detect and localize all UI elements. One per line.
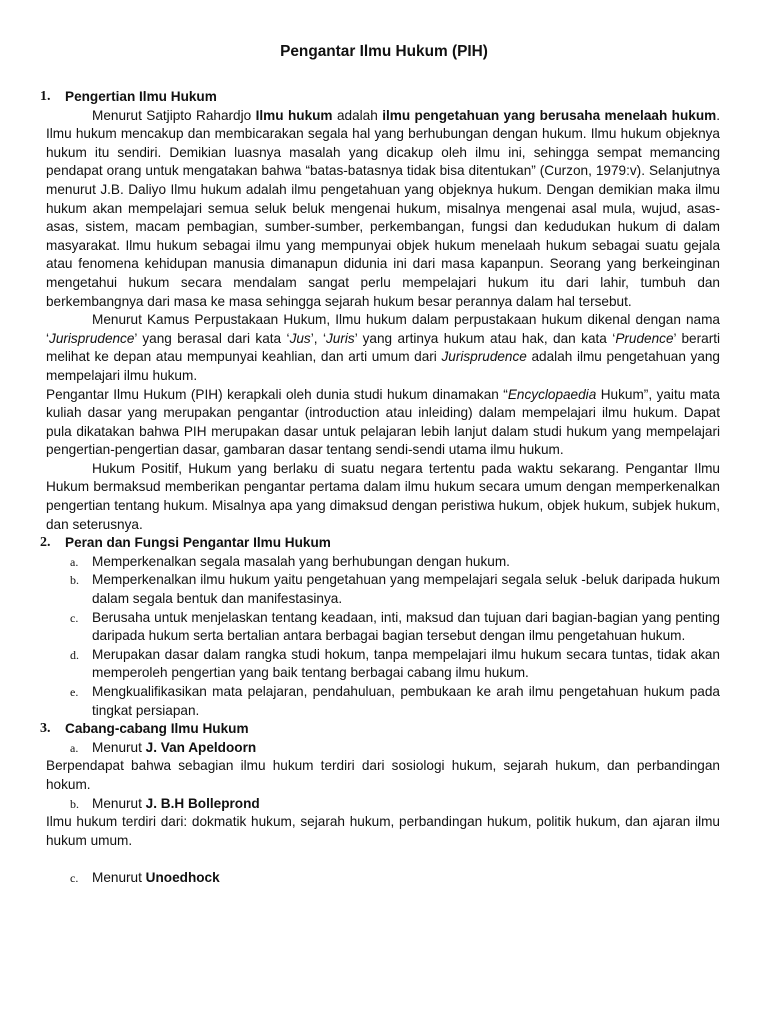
subsection-a-text: Berpendapat bahwa sebagian ilmu hukum terdiri dari sosiologi hukum, sejarah hukum, dan perbandingan hokum. bbox=[46, 758, 720, 792]
section-2-heading bbox=[40, 534, 720, 553]
list-item: a. Memperkenalkan segala masalah yang berhubungan dengan hukum. bbox=[70, 553, 510, 569]
subsection-b-heading: b. Menurut J. B.H Bolleprond bbox=[70, 795, 260, 811]
section-2-list bbox=[46, 553, 720, 720]
section-1-paragraph-1: Menurut Satjipto Rahardjo Ilmu hukum adalah ilmu pengetahuan yang berusaha menelaah hukum. Ilmu hukum mencakup dan membicarakan segala hal yang berhubungan dengan hukum. Ilmu hukum objeknya hukum itu sendiri. Demikian luasnya masalah yang dicakup oleh ilmu ini, sehingga sempat memancing pendapat orang untuk mengatakan bahwa “batas-batasnya tidak bisa ditentukan” (Curzon, 1979:v). Selanjutnya menurut J.B. Daliyo Ilmu hukum adalah ilmu pengetahuan yang objeknya hukum. Dengan demikian maka ilmu hukum akan mempelajari semua seluk beluk mengenai hukum, misalnya mengenai asal mula, wujud, asas-asas, sistem, macam pembagian, sumber-sumber, perkembangan, fungsi dan kedudukan hukum di dalam masyarakat. Ilmu hukum sebagai ilmu yang mempunyai objek hukum menelaah hukum sebagai suatu gejala atau fenomena kehidupan manusia dimanapun didunia ini dari masa kapanpun. Seorang yang berkeinginan mengetahui hukum secara mendalam sangat perlu mempelajari hukum itu dari lahir, tumbuh dan berkembangnya dari masa ke masa sehingga sejarah hukum besar perannya dalam hal tersebut. bbox=[46, 107, 720, 309]
section-3-number: 3. bbox=[40, 721, 51, 737]
section-1-paragraph-3: Pengantar Ilmu Hukum (PIH) kerapkali oleh dunia studi hukum dinamakan “Encyclopaedia Hukum”, yaitu mata kuliah dasar yang merupakan pengantar (introduction atau inleiding) dalam mempelajari ilmu hukum. Dapat pula dikatakan bahwa PIH merupakan dasar untuk pelajaran lebih lanjut dalam studi hukum yang mempelajari pengertian-pengertian dasar, gambaran dasar tentang sendi-sendi utama ilmu hukum. bbox=[46, 386, 720, 458]
section-2-number: 2. bbox=[40, 535, 51, 551]
section-1-title: Pengertian Ilmu Hukum bbox=[65, 89, 217, 104]
list-item: b. Memperkenalkan ilmu hukum yaitu pengetahuan yang mempelajari segala seluk -beluk daripada hukum dalam segala bentuk dan manifestasinya. bbox=[70, 572, 720, 607]
blank-line bbox=[46, 850, 720, 869]
subsection-b-text: Ilmu hukum terdiri dari: dokmatik hukum, sejarah hukum, perbandingan hukum, politik hukum, dan ajaran ilmu hukum umum. bbox=[46, 814, 720, 848]
subsection-a-heading: a. Menurut J. Van Apeldoorn bbox=[70, 739, 257, 755]
section-1-heading bbox=[40, 88, 720, 107]
list-item: c. Berusaha untuk menjelaskan tentang keadaan, inti, maksud dan tujuan dari bagian-bagian yang penting daripada hukum serta bertalian antara berbagai bagian tersebut dengan ilmu pengetahuan hukum. bbox=[70, 609, 720, 644]
section-3-heading bbox=[40, 720, 720, 739]
document-body bbox=[40, 88, 721, 888]
section-1-number: 1. bbox=[40, 89, 51, 104]
list-item: e. Mengkualifikasikan mata pelajaran, pendahuluan, pembukaan ke arah ilmu pengetahuan hukum pada tingkat persiapan. bbox=[70, 684, 720, 718]
section-3-title: Cabang-cabang Ilmu Hukum bbox=[65, 721, 249, 737]
list-item: d. Merupakan dasar dalam rangka studi hokum, tanpa mempelajari ilmu hukum secara tuntas, tidak akan memperoleh pengertian yang baik tentang berbagai cabang ilmu hukum. bbox=[70, 646, 720, 681]
document-title: Pengantar Ilmu Hukum (PIH) bbox=[280, 43, 488, 60]
section-1-paragraph-4: Hukum Positif, Hukum yang berlaku di suatu negara tertentu pada waktu sekarang. Pengantar Ilmu Hukum bermaksud memberikan pengantar pertama dalam ilmu hukum secara umum dengan memperkenalkan pengertian tentang hukum. Misalnya apa yang dimaksud dengan peristiwa hukum, objek hukum, subjek hukum, dan seterusnya. bbox=[46, 460, 720, 532]
section-2-title: Peran dan Fungsi Pengantar Ilmu Hukum bbox=[65, 535, 331, 551]
section-1-paragraph-2: Menurut Kamus Perpustakaan Hukum, Ilmu hukum dalam perpustakaan hukum dikenal dengan nama ‘Jurisprudence’ yang berasal dari kata ‘Jus’, ‘Juris’ yang artinya hukum atau hak, dan kata ‘Prudence’ berarti melihat ke depan atau mempunyai keahlian, dan arti umum dari Jurisprudence adalah ilmu pengetahuan yang mempelajari ilmu hukum. bbox=[46, 312, 721, 383]
subsection-c-heading: c. Menurut Unoedhock bbox=[70, 869, 220, 885]
